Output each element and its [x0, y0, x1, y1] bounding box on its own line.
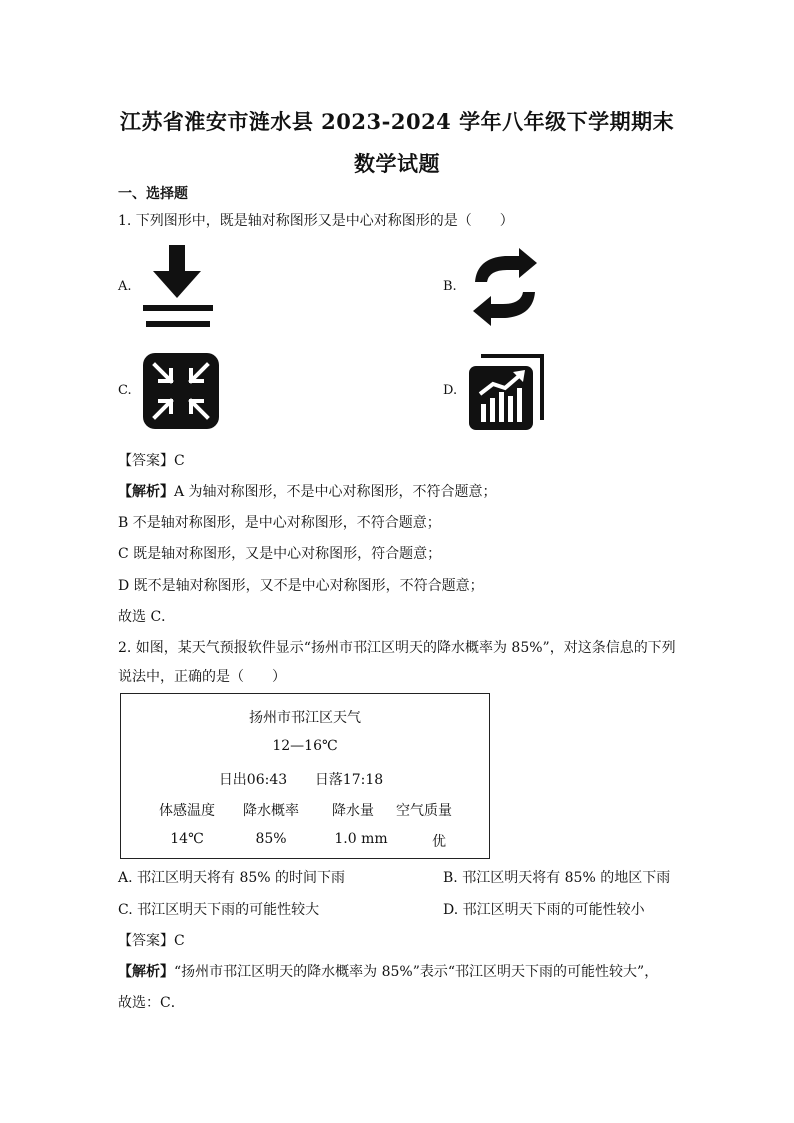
q1-answer: 【答案】C: [118, 453, 185, 469]
weather-sunset: 日落17:18: [314, 772, 384, 788]
q1-analysis-line-5: 故选 C．: [118, 609, 176, 625]
weather-city: 扬州市邗江区天气: [249, 710, 361, 726]
weather-header-feels-like: 体感温度: [159, 803, 215, 819]
q1-option-b-label: B.: [443, 279, 457, 294]
chart-report-icon: [467, 354, 545, 432]
q1-option-c-label: C.: [118, 383, 132, 398]
q2-analysis-text: “扬州市邗江区明天的降水概率为 85%”表示“邗江区明天下雨的可能性较大”，: [174, 964, 659, 980]
weather-header-precip-amount: 降水量: [332, 803, 374, 819]
weather-info-box: [120, 693, 490, 859]
analysis-tag: 【解析】: [118, 484, 174, 500]
q2-analysis-line-2: 故选：C．: [118, 995, 185, 1011]
q1-analysis-line-3: C 既是轴对称图形，又是中心对称图形，符合题意；: [118, 546, 442, 562]
weather-header-air-quality: 空气质量: [396, 803, 452, 819]
weather-sunrise: 日出06:43: [218, 772, 288, 788]
q2-option-a: A. 邗江区明天将有 85% 的时间下雨: [118, 870, 346, 886]
weather-value-precip-prob: 85%: [255, 831, 287, 847]
q2-answer: 【答案】C: [118, 933, 185, 949]
download-arrow-icon: [140, 243, 216, 329]
page-subtitle: 数学试题: [354, 151, 440, 176]
weather-value-air-quality: 优: [432, 834, 446, 850]
q1-analysis-line-4: D 既不是轴对称图形，又不是中心对称图形，不符合题意；: [118, 578, 484, 594]
q2-option-b: B. 邗江区明天将有 85% 的地区下雨: [443, 870, 671, 886]
weather-value-feels-like: 14℃: [170, 831, 204, 847]
question-2-stem-line-2: 说法中，正确的是（ ）: [118, 669, 286, 685]
q1-option-a-label: A.: [118, 279, 132, 294]
page-title: 江苏省淮安市涟水县 2023-2024 学年八年级下学期期末: [119, 109, 675, 134]
q1-analysis-line-2: B 不是轴对称图形，是中心对称图形，不符合题意；: [118, 515, 441, 531]
q2-option-d: D. 邗江区明天下雨的可能性较小: [443, 902, 645, 918]
refresh-arrows-icon: [467, 248, 543, 326]
weather-temp-range: 12—16℃: [272, 738, 338, 754]
q2-analysis-line-1: [118, 962, 658, 982]
weather-value-precip-amount: 1.0 mm: [334, 831, 388, 847]
analysis-tag: 【解析】: [118, 964, 174, 980]
section-heading: 一、选择题: [118, 186, 188, 202]
q2-option-c: C. 邗江区明天下雨的可能性较大: [118, 902, 320, 918]
weather-header-precip-prob: 降水概率: [243, 803, 299, 819]
q1-option-d-label: D.: [443, 383, 458, 398]
compress-arrows-icon: [143, 353, 219, 429]
question-2-stem-line-1: 2. 如图，某天气预报软件显示“扬州市邗江区明天的降水概率为 85%”，对这条信息的下列: [118, 640, 676, 656]
question-1-stem: 1. 下列图形中，既是轴对称图形又是中心对称图形的是（ ）: [118, 213, 514, 229]
q1-analysis-line-1: [118, 482, 497, 502]
q1-analysis-text: A 为轴对称图形，不是中心对称图形，不符合题意；: [174, 484, 497, 500]
